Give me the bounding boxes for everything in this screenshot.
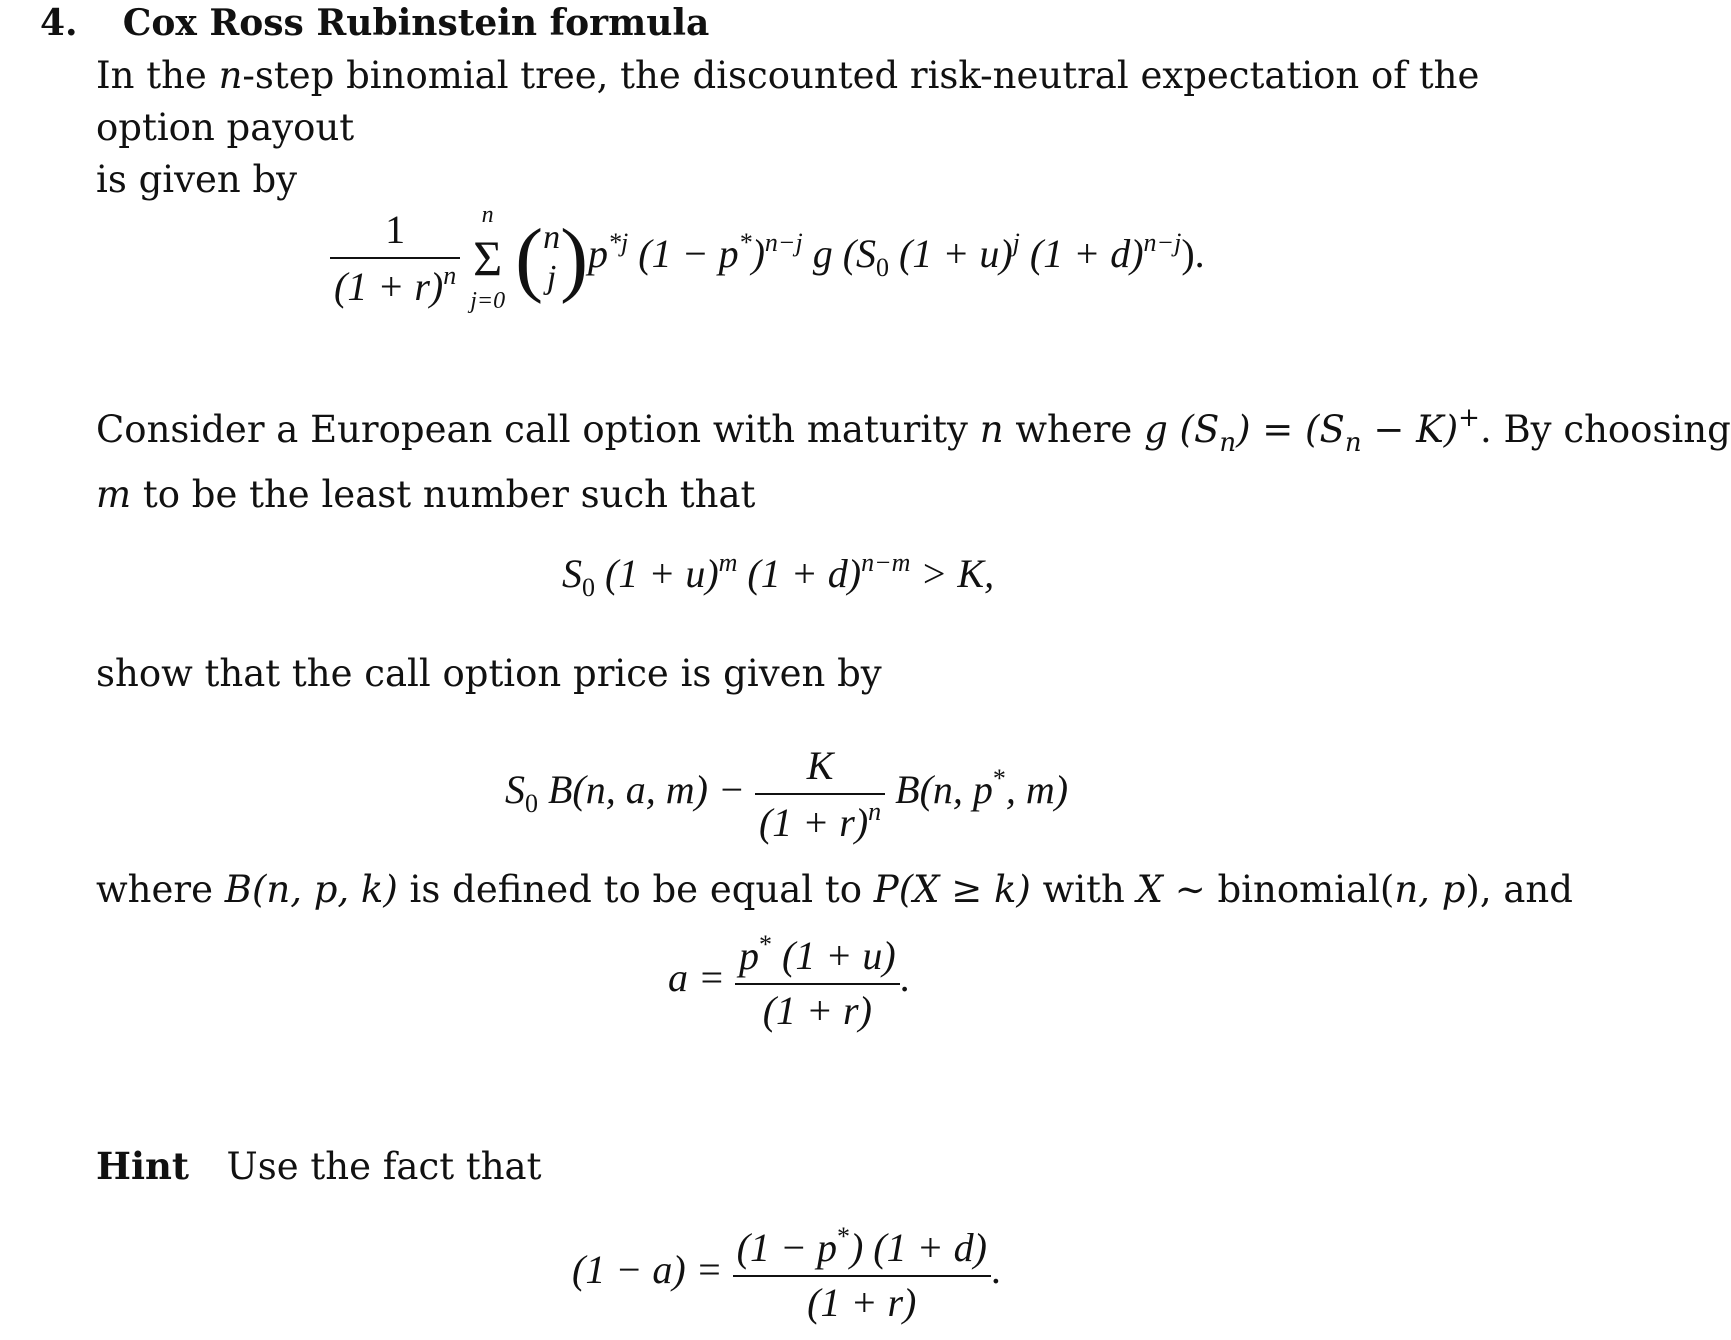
eq1-s0-sub: 0 bbox=[876, 253, 890, 283]
equation-threshold bbox=[562, 548, 994, 603]
hint-line bbox=[96, 1140, 541, 1193]
binom-top: n bbox=[543, 219, 561, 256]
eq1-end: ). bbox=[1181, 231, 1205, 277]
equation-call-price bbox=[505, 742, 1068, 846]
eq4-end: . bbox=[899, 955, 910, 1001]
eq1-up-exp: j bbox=[1012, 228, 1020, 258]
eq2-s-sub: 0 bbox=[582, 573, 595, 602]
eq5-fraction bbox=[733, 1222, 991, 1326]
eq2-up-exp: m bbox=[718, 548, 738, 577]
summation bbox=[470, 200, 505, 316]
eq1-down-exp: n−j bbox=[1143, 228, 1182, 258]
eq3-denominator: $(1 + r)^n$ bbox=[758, 797, 882, 845]
intro-line-1 bbox=[96, 50, 1542, 154]
discount-denominator: $(1 + r)^n$ bbox=[334, 261, 457, 309]
show-that-text: show that the call option price is given by bbox=[96, 652, 882, 695]
eq2-gt-k: > K, bbox=[910, 551, 995, 596]
equation-one-minus-a bbox=[572, 1222, 1001, 1326]
eq1-g: g (S bbox=[812, 231, 877, 277]
eq3-right: B(n, p bbox=[895, 767, 993, 813]
intro-line-2: is given by bbox=[96, 158, 298, 201]
sum-lower-limit: j=0 bbox=[470, 288, 506, 314]
eq3-s-sub: 0 bbox=[525, 789, 538, 819]
binom-bottom: j bbox=[546, 259, 557, 296]
eq5-denominator: (1 + r) bbox=[807, 1280, 917, 1325]
equation-expectation bbox=[330, 200, 1205, 316]
eq2-down: (1 + d) bbox=[747, 551, 862, 596]
consider-line-2: m to be the least number such that bbox=[96, 473, 756, 516]
consider-paragraph bbox=[96, 392, 1731, 521]
intro-text-b: -step binomial tree, the discounted risk-neutral expectation of the option payout bbox=[96, 54, 1480, 149]
eq4-denominator: (1 + r) bbox=[762, 988, 872, 1033]
eq1-p-exp: *j bbox=[608, 228, 629, 258]
eq5-lhs: (1 − a) = bbox=[572, 1247, 723, 1293]
eq3-right-end: , m) bbox=[1005, 767, 1069, 813]
eq2-down-exp: n−m bbox=[861, 548, 911, 577]
intro-var-n: n bbox=[218, 54, 243, 97]
eq1-close: ) bbox=[751, 231, 765, 277]
where-line: where B(n, p, k) is defined to be equal to P(X ≥ k) with X ∼ binomial(n, p), and bbox=[96, 868, 1573, 911]
hint-label: Hint bbox=[96, 1144, 190, 1188]
eq1-p: p bbox=[588, 231, 609, 277]
eq3-left: B(n, a, m) − bbox=[538, 767, 745, 813]
eq2-up: (1 + u) bbox=[605, 551, 719, 596]
hint-text: Use the fact that bbox=[226, 1145, 542, 1188]
eq3-star: * bbox=[992, 764, 1006, 794]
sum-upper-limit: n bbox=[481, 202, 494, 228]
eq3-fraction bbox=[755, 742, 885, 846]
eq4-lhs: a = bbox=[668, 955, 725, 1001]
eq5-end: . bbox=[990, 1247, 1001, 1293]
equation-a-definition bbox=[668, 930, 910, 1034]
intro-paragraph bbox=[96, 50, 1542, 206]
eq1-one-minus-p: (1 − p bbox=[638, 231, 739, 277]
problem-heading bbox=[40, 2, 709, 44]
intro-text-a: In the bbox=[96, 54, 219, 97]
binomial-coefficient: ( n j ) bbox=[515, 211, 589, 305]
problem-title: Cox Ross Rubinstein formula bbox=[122, 2, 710, 44]
eq1-star: * bbox=[738, 228, 752, 258]
consider-line-1: Consider a European call option with maturity n where g $(S_n) = (S_n - K)^+$. By choosing bbox=[96, 403, 1731, 458]
eq1-down-factor: (1 + d) bbox=[1029, 231, 1144, 277]
discount-numerator: 1 bbox=[385, 207, 406, 252]
eq3-numerator: K bbox=[806, 743, 834, 788]
eq2-s: S bbox=[562, 551, 582, 596]
discount-fraction bbox=[330, 206, 460, 310]
eq5-numerator: (1 − p*) (1 + d) bbox=[736, 1222, 987, 1270]
eq4-fraction bbox=[735, 930, 900, 1034]
eq1-exp-nj: n−j bbox=[764, 228, 803, 258]
sum-symbol: Σ bbox=[473, 230, 503, 286]
eq3-s: S bbox=[505, 767, 525, 813]
problem-number: 4. bbox=[40, 2, 78, 44]
eq4-numerator: p* (1 + u) bbox=[739, 930, 896, 978]
eq1-up-factor: (1 + u) bbox=[899, 231, 1013, 277]
